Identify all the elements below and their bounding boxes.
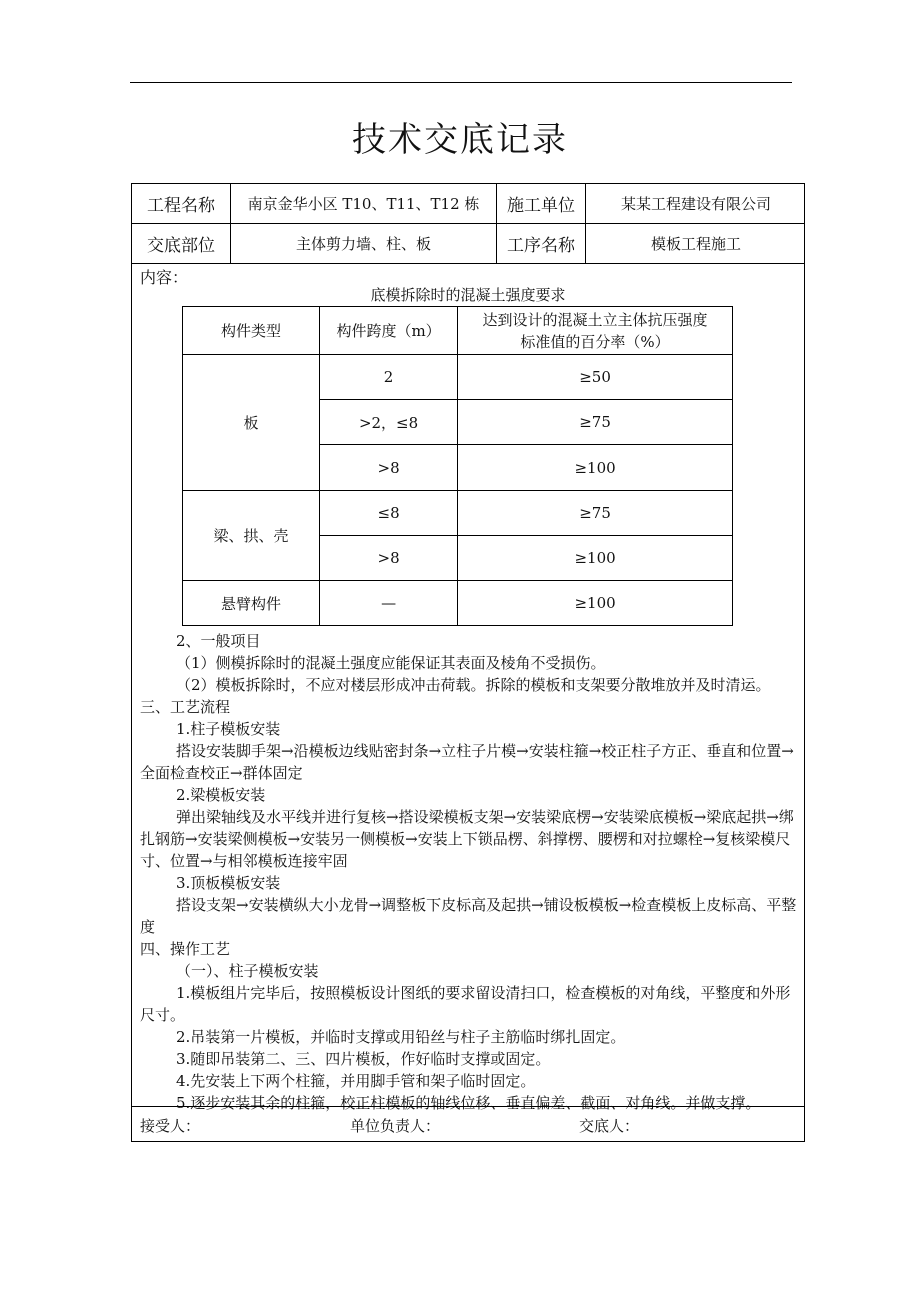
process-name-label: 工序名称: [496, 224, 585, 263]
construction-unit-value: 某某工程建设有限公司: [585, 184, 806, 223]
project-name-value: 南京金华小区 T10、T11、T12 栋: [230, 184, 496, 223]
flow-heading: 三、工艺流程: [140, 698, 231, 716]
flow-2-text: 弹出梁轴线及水平线并进行复核→搭设梁模板支架→安装梁底楞→安装梁底模板→梁底起拱→绑扎钢筋→安装梁侧模板→安装另一侧模板→安装上下锁品楞、斜撑楞、腰楞和对拉螺栓→复核梁模尺寸、位置→与相邻模板连接牢固: [140, 808, 794, 870]
operation-item-4: 4.先安装上下两个柱箍，并用脚手管和架子临时固定。: [176, 1072, 536, 1090]
span-cell: >2，≤8: [320, 400, 458, 445]
table-row: [183, 355, 733, 400]
operation-item-1: 1.模板组片完毕后，按照模板设计图纸的要求留设清扫口，检查模板的对角线，平整度和外形尺寸。: [140, 984, 791, 1024]
discloser-label: 交底人：: [579, 1117, 640, 1135]
process-name-value: 模板工程施工: [585, 224, 806, 263]
type-cell: 板: [183, 355, 320, 491]
operation-item-3: 3.随即吊装第二、三、四片模板，作好临时支撑或固定。: [176, 1050, 551, 1068]
body-text: [140, 630, 800, 1114]
span-cell: >8: [320, 445, 458, 491]
percentage-cell: ≥100: [458, 536, 733, 581]
flow-3-title: 3.顶板模板安装: [176, 874, 281, 892]
construction-unit-label: 施工单位: [496, 184, 585, 223]
type-cell: 悬臂构件: [183, 581, 320, 626]
span-cell: >8: [320, 536, 458, 581]
disclosure-form: [131, 183, 805, 1142]
span-cell: —: [320, 581, 458, 626]
strength-requirement-table: [182, 306, 733, 626]
table-row: [183, 491, 733, 536]
col-header-percentage: [458, 307, 733, 355]
flow-1-title: 1.柱子模板安装: [176, 720, 281, 738]
unit-head-label: 单位负责人：: [350, 1117, 441, 1135]
col-header-type: 构件类型: [183, 307, 320, 355]
col-header-percentage-line1: 达到设计的混凝土立主体抗压强度: [482, 310, 708, 329]
operation-item-5: 5.逐步安装其余的柱箍，校正柱模板的轴线位移、垂直偏差、截面、对角线。并做支撑。: [176, 1094, 761, 1112]
page-title: 技术交底记录: [352, 120, 568, 160]
flow-1-text: 搭设安装脚手架→沿模板边线贴密封条→立柱子片模→安装柱箍→校正柱子方正、垂直和位置→全面检查校正→群体固定: [140, 742, 794, 782]
table-caption: 底模拆除时的混凝土强度要求: [370, 286, 566, 304]
flow-2-title: 2.梁模板安装: [176, 786, 266, 804]
disclosure-part-value: 主体剪力墙、柱、板: [230, 224, 496, 263]
percentage-cell: ≥75: [458, 400, 733, 445]
disclosure-part-label: 交底部位: [147, 236, 215, 256]
receiver-label: 接受人：: [140, 1117, 201, 1135]
span-cell: ≤8: [320, 491, 458, 536]
header-row-2: [132, 224, 804, 264]
table-header-row: [183, 307, 733, 355]
table-row: [183, 581, 733, 626]
operation-subheading: （一）、柱子模板安装: [176, 962, 319, 980]
percentage-cell: ≥75: [458, 491, 733, 536]
content-label: 内容：: [140, 268, 189, 287]
col-header-span: 构件跨度（m）: [320, 307, 458, 355]
general-item-1: （1）侧模拆除时的混凝土强度应能保证其表面及棱角不受损伤。: [176, 654, 606, 672]
header-row-1: [132, 184, 804, 224]
col-header-percentage-line2: 标准值的百分率（%）: [520, 332, 670, 351]
general-item-2: （2）模板拆除时，不应对楼层形成冲击荷载。拆除的模板和支架要分散堆放并及时清运。: [176, 676, 771, 694]
percentage-cell: ≥50: [458, 355, 733, 400]
signature-row: [132, 1106, 804, 1143]
percentage-cell: ≥100: [458, 445, 733, 491]
operation-heading: 四、操作工艺: [140, 940, 231, 958]
type-cell: 梁、拱、壳: [183, 491, 320, 581]
span-cell: 2: [320, 355, 458, 400]
percentage-cell: ≥100: [458, 581, 733, 626]
operation-item-2: 2.吊装第一片模板，并临时支撑或用铅丝与柱子主筋临时绑扎固定。: [176, 1028, 626, 1046]
project-name-label: 工程名称: [147, 196, 215, 216]
flow-3-text: 搭设支架→安装横纵大小龙骨→调整板下皮标高及起拱→铺设板模板→检查模板上皮标高、平整度: [140, 896, 797, 936]
general-heading: 2、一般项目: [176, 632, 261, 650]
top-rule: [130, 82, 792, 83]
